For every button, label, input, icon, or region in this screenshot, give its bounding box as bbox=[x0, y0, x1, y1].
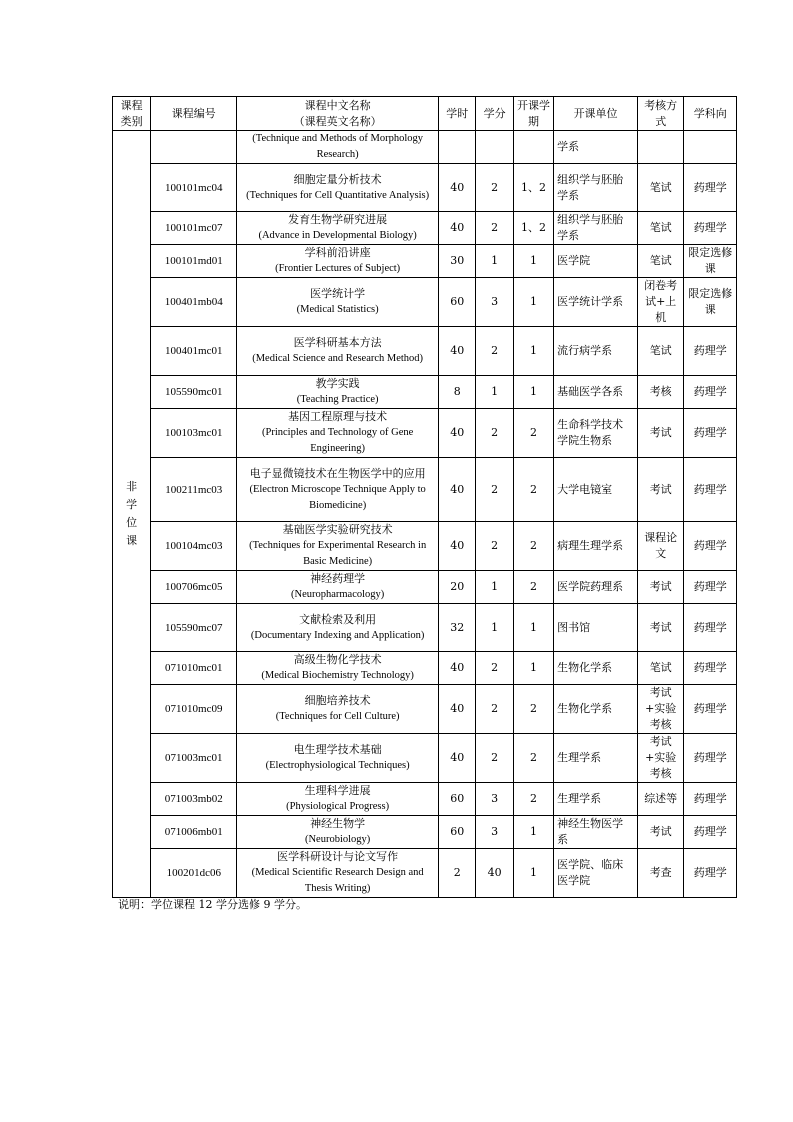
course-name-en: (Medical Biochemistry Technology) bbox=[261, 670, 414, 681]
course-credits-cell: 2 bbox=[476, 734, 513, 783]
course-name-cn: 细胞定量分析技术 bbox=[293, 172, 382, 186]
course-hours-cell: 40 bbox=[439, 734, 476, 783]
course-code-cell: 100401mc01 bbox=[151, 327, 237, 376]
header-category: 课程类别 bbox=[113, 97, 151, 131]
course-name-cn: 电子显微镜技术在生物医学中的应用 bbox=[249, 466, 426, 480]
course-name-cn: 细胞培养技术 bbox=[304, 694, 371, 707]
course-unit-cell: 神经生物医学系 bbox=[554, 816, 638, 849]
course-hours-cell: 40 bbox=[439, 522, 476, 571]
course-exam-cell: 考核 bbox=[637, 376, 683, 409]
course-hours-cell: 40 bbox=[439, 164, 476, 212]
course-exam-cell: 考试+实验考核 bbox=[637, 734, 683, 783]
course-hours-cell: 40 bbox=[439, 409, 476, 458]
course-unit-cell: 病理生理学系 bbox=[554, 522, 638, 571]
course-credits-cell: 1 bbox=[476, 376, 513, 409]
course-hours-cell: 2 bbox=[439, 849, 476, 898]
course-credits-cell: 2 bbox=[476, 685, 513, 734]
course-name-cell bbox=[237, 734, 439, 783]
course-credits-cell: 2 bbox=[476, 327, 513, 376]
header-row bbox=[113, 97, 737, 131]
course-name-cell bbox=[237, 849, 439, 898]
course-credits-cell: 2 bbox=[476, 458, 513, 522]
course-direction-cell bbox=[684, 131, 737, 164]
course-name-cn: 电生理学技术基础 bbox=[293, 743, 382, 756]
course-hours-cell: 60 bbox=[439, 783, 476, 816]
course-direction-cell: 药理学 bbox=[684, 458, 737, 522]
course-term-cell: 1 bbox=[513, 604, 553, 652]
course-exam-cell: 笔试 bbox=[637, 652, 683, 685]
course-name-cell bbox=[237, 212, 439, 245]
course-exam-cell: 考试 bbox=[637, 458, 683, 522]
table-row bbox=[113, 652, 737, 685]
course-direction-cell: 药理学 bbox=[684, 849, 737, 898]
course-hours-cell: 30 bbox=[439, 245, 476, 278]
course-name-en: (Principles and Technology of Gene Engineering) bbox=[262, 427, 414, 454]
course-exam-cell: 考试+实验考核 bbox=[637, 685, 683, 734]
course-direction-cell: 药理学 bbox=[684, 376, 737, 409]
course-name-cn: 生理科学进展 bbox=[304, 784, 371, 797]
course-exam-cell: 闭卷考试+上机 bbox=[637, 278, 683, 327]
course-hours-cell: 40 bbox=[439, 685, 476, 734]
course-term-cell: 2 bbox=[513, 409, 553, 458]
table-row bbox=[113, 131, 737, 164]
course-name-cell bbox=[237, 816, 439, 849]
course-name-cell bbox=[237, 652, 439, 685]
course-credits-cell: 3 bbox=[476, 816, 513, 849]
header-code: 课程编号 bbox=[151, 97, 237, 131]
course-exam-cell: 考查 bbox=[637, 849, 683, 898]
header-name bbox=[237, 97, 439, 131]
course-direction-cell: 药理学 bbox=[684, 783, 737, 816]
course-hours-cell: 20 bbox=[439, 571, 476, 604]
course-term-cell: 1 bbox=[513, 376, 553, 409]
course-name-cell bbox=[237, 131, 439, 164]
course-name-cn: 教学实践 bbox=[315, 377, 360, 390]
course-name-cell bbox=[237, 783, 439, 816]
course-direction-cell: 药理学 bbox=[684, 652, 737, 685]
course-credits-cell: 40 bbox=[476, 849, 513, 898]
course-name-cell bbox=[237, 409, 439, 458]
course-name-cn: 文献检索及利用 bbox=[299, 612, 377, 626]
course-hours-cell: 8 bbox=[439, 376, 476, 409]
course-code-cell: 071003mb02 bbox=[151, 783, 237, 816]
course-unit-cell: 医学统计学系 bbox=[554, 278, 638, 327]
course-hours-cell: 60 bbox=[439, 278, 476, 327]
course-term-cell: 1、2 bbox=[513, 212, 553, 245]
category-label: 非学位课 bbox=[126, 480, 138, 547]
course-exam-cell: 课程论文 bbox=[637, 522, 683, 571]
course-direction-cell: 药理学 bbox=[684, 164, 737, 212]
course-unit-cell: 医学院、临床医学院 bbox=[554, 849, 638, 898]
course-exam-cell: 笔试 bbox=[637, 212, 683, 245]
table-row bbox=[113, 458, 737, 522]
course-name-cn: 医学科研设计与论文写作 bbox=[277, 850, 399, 863]
table-body bbox=[113, 131, 737, 898]
table-row bbox=[113, 212, 737, 245]
footnote: 说明：学位课程 12 学分选修 9 学分。 bbox=[118, 898, 307, 911]
course-credits-cell: 1 bbox=[476, 571, 513, 604]
course-name-cn: 高级生物化学技术 bbox=[293, 653, 382, 666]
course-code-cell bbox=[151, 131, 237, 164]
course-exam-cell bbox=[637, 131, 683, 164]
course-name-cn: 神经药理学 bbox=[310, 572, 366, 585]
course-unit-cell: 生理学系 bbox=[554, 734, 638, 783]
course-unit-cell: 图书馆 bbox=[554, 604, 638, 652]
course-name-cell bbox=[237, 522, 439, 571]
course-unit-cell: 医学院药理系 bbox=[554, 571, 638, 604]
header-exam: 考核方式 bbox=[637, 97, 683, 131]
course-unit-cell: 基础医学各系 bbox=[554, 376, 638, 409]
course-direction-cell: 药理学 bbox=[684, 604, 737, 652]
course-name-en: (Techniques for Cell Quantitative Analysis) bbox=[246, 189, 430, 201]
course-unit-cell: 组织学与胚胎学系 bbox=[554, 164, 638, 212]
course-code-cell: 100103mc01 bbox=[151, 409, 237, 458]
course-code-cell: 100211mc03 bbox=[151, 458, 237, 522]
course-name-cn: 基因工程原理与技术 bbox=[288, 410, 388, 423]
course-exam-cell: 笔试 bbox=[637, 327, 683, 376]
course-name-en: (Neuropharmacology) bbox=[290, 589, 385, 600]
course-hours-cell: 32 bbox=[439, 604, 476, 652]
course-name-en: (Electron Microscope Technique Apply to Biomedicine) bbox=[249, 483, 426, 511]
course-code-cell: 100104mc03 bbox=[151, 522, 237, 571]
course-term-cell: 1 bbox=[513, 849, 553, 898]
course-name-en: (Advance in Developmental Biology) bbox=[258, 230, 417, 241]
course-direction-cell: 限定选修课 bbox=[684, 278, 737, 327]
course-name-cell bbox=[237, 376, 439, 409]
course-name-en: (Physiological Progress) bbox=[286, 801, 390, 812]
course-unit-cell: 生命科学技术学院生物系 bbox=[554, 409, 638, 458]
header-credits: 学分 bbox=[476, 97, 513, 131]
course-credits-cell bbox=[476, 131, 513, 164]
course-unit-cell: 流行病学系 bbox=[554, 327, 638, 376]
header-unit: 开课单位 bbox=[554, 97, 638, 131]
course-hours-cell bbox=[439, 131, 476, 164]
course-direction-cell: 药理学 bbox=[684, 571, 737, 604]
course-term-cell: 2 bbox=[513, 458, 553, 522]
course-name-cell bbox=[237, 245, 439, 278]
course-name-en: (Medical Statistics) bbox=[296, 304, 379, 315]
course-hours-cell: 40 bbox=[439, 212, 476, 245]
course-unit-cell: 大学电镜室 bbox=[554, 458, 638, 522]
course-code-cell: 100401mb04 bbox=[151, 278, 237, 327]
course-unit-cell: 生物化学系 bbox=[554, 685, 638, 734]
category-cell bbox=[113, 131, 151, 898]
table-row bbox=[113, 327, 737, 376]
course-direction-cell: 药理学 bbox=[684, 522, 737, 571]
course-name-cell bbox=[237, 458, 439, 522]
course-exam-cell: 考试 bbox=[637, 604, 683, 652]
course-term-cell: 2 bbox=[513, 734, 553, 783]
course-credits-cell: 2 bbox=[476, 652, 513, 685]
course-name-en: (Teaching Practice) bbox=[296, 394, 379, 405]
course-exam-cell: 考试 bbox=[637, 571, 683, 604]
course-hours-cell: 40 bbox=[439, 458, 476, 522]
table-row bbox=[113, 604, 737, 652]
table-row bbox=[113, 734, 737, 783]
course-unit-cell: 生物化学系 bbox=[554, 652, 638, 685]
table-row bbox=[113, 376, 737, 409]
course-name-cn: 基础医学实验研究技术 bbox=[282, 523, 393, 536]
course-name-cn: 学科前沿讲座 bbox=[304, 246, 371, 259]
table-row bbox=[113, 522, 737, 571]
table-row bbox=[113, 849, 737, 898]
course-term-cell: 1 bbox=[513, 245, 553, 278]
course-name-en: (Techniques for Cell Culture) bbox=[275, 711, 400, 722]
course-direction-cell: 药理学 bbox=[684, 734, 737, 783]
course-exam-cell: 考试 bbox=[637, 816, 683, 849]
course-direction-cell: 药理学 bbox=[684, 212, 737, 245]
course-direction-cell: 药理学 bbox=[684, 685, 737, 734]
header-name-en: （课程英文名称） bbox=[293, 114, 382, 128]
course-name-cn: 发育生物学研究进展 bbox=[288, 213, 388, 226]
course-unit-cell: 医学院 bbox=[554, 245, 638, 278]
course-term-cell: 1、2 bbox=[513, 164, 553, 212]
course-name-cell bbox=[237, 327, 439, 376]
course-name-cell bbox=[237, 571, 439, 604]
course-hours-cell: 60 bbox=[439, 816, 476, 849]
course-credits-cell: 2 bbox=[476, 522, 513, 571]
table-row bbox=[113, 685, 737, 734]
course-hours-cell: 40 bbox=[439, 652, 476, 685]
course-code-cell: 071006mb01 bbox=[151, 816, 237, 849]
course-code-cell: 071010mc01 bbox=[151, 652, 237, 685]
course-direction-cell: 药理学 bbox=[684, 327, 737, 376]
course-credits-cell: 2 bbox=[476, 164, 513, 212]
course-name-en: (Frontier Lectures of Subject) bbox=[275, 263, 401, 274]
course-name-en: (Medical Scientific Research Design and Thesis Writing) bbox=[251, 867, 424, 894]
course-code-cell: 105590mc01 bbox=[151, 376, 237, 409]
course-code-cell: 071003mc01 bbox=[151, 734, 237, 783]
table-row bbox=[113, 278, 737, 327]
course-exam-cell: 考试 bbox=[637, 409, 683, 458]
course-name-cn: 医学科研基本方法 bbox=[293, 336, 382, 349]
course-exam-cell: 笔试 bbox=[637, 164, 683, 212]
header-term: 开课学期 bbox=[513, 97, 553, 131]
course-credits-cell: 2 bbox=[476, 409, 513, 458]
header-direction: 学科向 bbox=[684, 97, 737, 131]
course-name-cell bbox=[237, 604, 439, 652]
header-hours: 学时 bbox=[439, 97, 476, 131]
course-hours-cell: 40 bbox=[439, 327, 476, 376]
course-code-cell: 100201dc06 bbox=[151, 849, 237, 898]
course-name-cell bbox=[237, 278, 439, 327]
course-name-cell bbox=[237, 164, 439, 212]
course-code-cell: 100101mc04 bbox=[151, 164, 237, 212]
course-name-cell bbox=[237, 685, 439, 734]
course-direction-cell: 药理学 bbox=[684, 409, 737, 458]
table-row bbox=[113, 409, 737, 458]
table-row bbox=[113, 245, 737, 278]
course-term-cell: 1 bbox=[513, 327, 553, 376]
course-credits-cell: 3 bbox=[476, 278, 513, 327]
table-row bbox=[113, 164, 737, 212]
course-code-cell: 071010mc09 bbox=[151, 685, 237, 734]
course-direction-cell: 药理学 bbox=[684, 816, 737, 849]
course-code-cell: 100101md01 bbox=[151, 245, 237, 278]
header-name-cn: 课程中文名称 bbox=[304, 98, 371, 112]
course-name-en: (Electrophysiological Techniques) bbox=[265, 760, 410, 771]
table-row bbox=[113, 783, 737, 816]
course-term-cell: 1 bbox=[513, 816, 553, 849]
table-row bbox=[113, 816, 737, 849]
course-credits-cell: 2 bbox=[476, 212, 513, 245]
table-row bbox=[113, 571, 737, 604]
course-name-en: (Techniques for Experimental Research in Basic Medicine) bbox=[249, 540, 427, 567]
course-direction-cell: 限定选修课 bbox=[684, 245, 737, 278]
course-exam-cell: 综述等 bbox=[637, 783, 683, 816]
course-name-cn: 医学统计学 bbox=[310, 287, 366, 300]
course-exam-cell: 笔试 bbox=[637, 245, 683, 278]
course-table bbox=[112, 96, 737, 898]
course-credits-cell: 3 bbox=[476, 783, 513, 816]
course-term-cell: 2 bbox=[513, 571, 553, 604]
course-term-cell: 1 bbox=[513, 278, 553, 327]
course-unit-cell: 组织学与胚胎学系 bbox=[554, 212, 638, 245]
course-name-en: (Technique and Methods of Morphology Research) bbox=[252, 133, 423, 160]
course-code-cell: 105590mc07 bbox=[151, 604, 237, 652]
course-term-cell: 2 bbox=[513, 685, 553, 734]
course-term-cell: 2 bbox=[513, 522, 553, 571]
course-name-en: (Medical Science and Research Method) bbox=[252, 353, 424, 364]
course-code-cell: 100706mc05 bbox=[151, 571, 237, 604]
course-credits-cell: 1 bbox=[476, 245, 513, 278]
course-unit-cell: 学系 bbox=[554, 131, 638, 164]
course-credits-cell: 1 bbox=[476, 604, 513, 652]
course-name-en: (Neurobiology) bbox=[304, 834, 371, 845]
course-term-cell: 1 bbox=[513, 652, 553, 685]
course-name-cn: 神经生物学 bbox=[310, 817, 366, 830]
course-code-cell: 100101mc07 bbox=[151, 212, 237, 245]
course-name-en: (Documentary Indexing and Application) bbox=[250, 629, 425, 641]
course-term-cell: 2 bbox=[513, 783, 553, 816]
course-term-cell bbox=[513, 131, 553, 164]
course-unit-cell: 生理学系 bbox=[554, 783, 638, 816]
